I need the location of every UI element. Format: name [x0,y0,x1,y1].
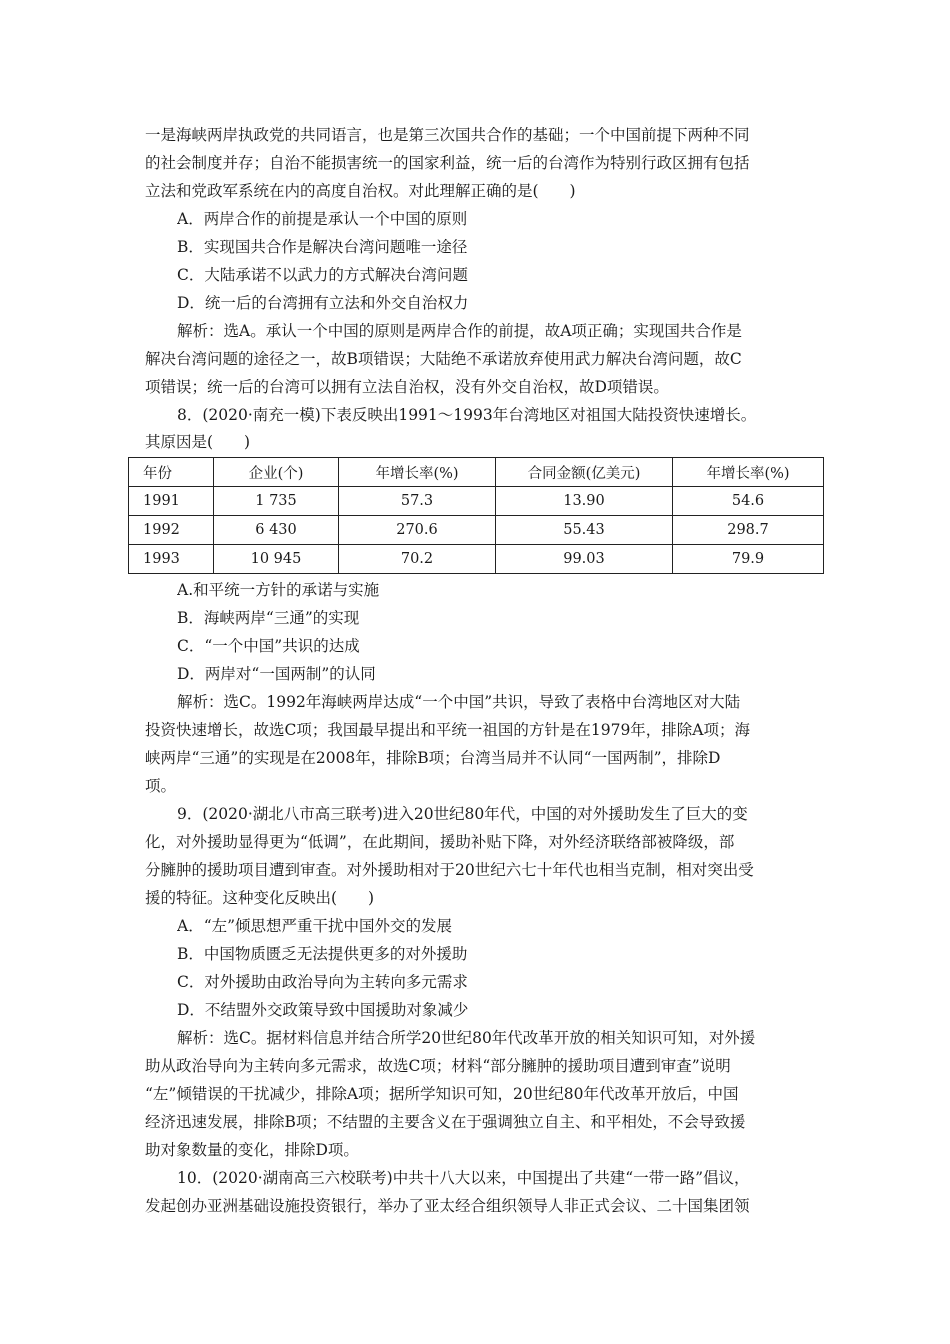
analysis-line: “左”倾错误的干扰减少，排除A项；据所学知识可知，20世纪80年代改革开放后，中国 [145,1085,739,1103]
table-cell: 10 945 [214,545,339,574]
option-c: C．对外援助由政治导向为主转向多元需求 [177,973,468,991]
table-cell: 99.03 [496,545,673,574]
table-header-cell: 年增长率(%) [673,458,824,487]
table-cell: 57.3 [339,487,496,516]
analysis-line: 经济迅速发展，排除B项；不结盟的主要含义在于强调独立自主、和平相处，不会导致援 [145,1113,746,1131]
investment-table [128,457,824,574]
analysis-line: 项。 [145,777,177,795]
question-9-line: 分臃肿的援助项目遭到审查。对外援助相对于20世纪六七十年代也相当克制，相对突出受 [145,861,754,879]
analysis-line: 助对象数量的变化，排除D项。 [145,1141,359,1159]
question-9-line: 9．(2020·湖北八市高三联考)进入20世纪80年代，中国的对外援助发生了巨大的变 [177,805,748,823]
table-cell: 1993 [129,545,214,574]
analysis-line: 峡两岸“三通”的实现是在2008年，排除B项；台湾当局并不认同“一国两制”，排除D [145,749,721,767]
option-a: A．“左”倾思想严重干扰中国外交的发展 [177,917,453,935]
table-cell: 6 430 [214,516,339,545]
table-header-cell: 合同金额(亿美元) [496,458,673,487]
table-header-cell: 年份 [129,458,214,487]
analysis-line: 解析：选C。1992年海峡两岸达成“一个中国”共识，导致了表格中台湾地区对大陆 [177,693,741,711]
question-10-line: 10．(2020·湖南高三六校联考)中共十八大以来，中国提出了共建“一带一路”倡议， [177,1169,750,1187]
table-cell: 1992 [129,516,214,545]
option-d: D．统一后的台湾拥有立法和外交自治权力 [177,294,469,312]
table-header-cell: 企业(个) [214,458,339,487]
analysis-line: 投资快速增长，故选C项；我国最早提出和平统一祖国的方针是在1979年，排除A项；海 [145,721,751,739]
question-9-line: 援的特征。这种变化反映出( ) [145,889,375,907]
question-8-line: 8．(2020·南充一模)下表反映出1991～1993年台湾地区对祖国大陆投资快速增长。 [177,406,757,424]
table-cell: 13.90 [496,487,673,516]
option-b: B．海峡两岸“三通”的实现 [177,609,360,627]
analysis-line: 解析：选A。承认一个中国的原则是两岸合作的前提，故A项正确；实现国共合作是 [177,322,742,340]
table-cell: 1991 [129,487,214,516]
option-c: C．大陆承诺不以武力的方式解决台湾问题 [177,266,468,284]
option-d: D．不结盟外交政策导致中国援助对象减少 [177,1001,469,1019]
table-cell: 54.6 [673,487,824,516]
table-row [129,516,824,545]
option-b: B．实现国共合作是解决台湾问题唯一途径 [177,238,468,256]
table-row [129,545,824,574]
analysis-line: 项错误；统一后的台湾可以拥有立法自治权，没有外交自治权，故D项错误。 [145,378,669,396]
analysis-line: 解决台湾问题的途径之一，故B项错误；大陆绝不承诺放弃使用武力解决台湾问题，故C [145,350,742,368]
table-cell: 298.7 [673,516,824,545]
text-line: 立法和党政军系统在内的高度自治权。对此理解正确的是( ) [145,182,576,200]
text-line: 的社会制度并存；自治不能损害统一的国家利益，统一后的台湾作为特别行政区拥有包括 [145,154,750,172]
option-d: D．两岸对“一国两制”的认同 [177,665,376,683]
table-cell: 55.43 [496,516,673,545]
analysis-line: 解析：选C。据材料信息并结合所学20世纪80年代改革开放的相关知识可知，对外援 [177,1029,756,1047]
option-b: B．中国物质匮乏无法提供更多的对外援助 [177,945,468,963]
question-10-line: 发起创办亚洲基础设施投资银行，举办了亚太经合组织领导人非正式会议、二十国集团领 [145,1197,750,1215]
table-cell: 270.6 [339,516,496,545]
option-c: C．“一个中国”共识的达成 [177,637,360,655]
table-row [129,487,824,516]
table-cell: 1 735 [214,487,339,516]
table-header-row [129,458,824,487]
analysis-line: 助从政治导向为主转向多元需求，故选C项；材料“部分臃肿的援助项目遭到审查”说明 [145,1057,731,1075]
question-8-line: 其原因是( ) [145,433,251,451]
table-cell: 70.2 [339,545,496,574]
text-line: 一是海峡两岸执政党的共同语言，也是第三次国共合作的基础；一个中国前提下两种不同 [145,126,750,144]
table-header-cell: 年增长率(%) [339,458,496,487]
option-a: A．两岸合作的前提是承认一个中国的原则 [177,210,468,228]
option-a: A.和平统一方针的承诺与实施 [177,581,380,599]
question-9-line: 化，对外援助显得更为“低调”，在此期间，援助补贴下降，对外经济联络部被降级，部 [145,833,735,851]
table-cell: 79.9 [673,545,824,574]
